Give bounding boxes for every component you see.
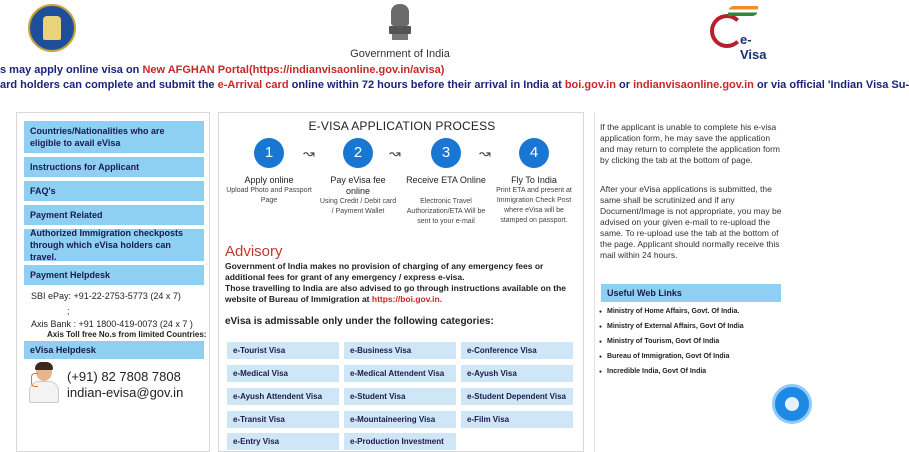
boi-website-link[interactable]: https://boi.gov.in. xyxy=(371,294,443,304)
save-application-info: If the applicant is unable to complete his e-visa application form, he may save the application and may return to complete the application form by clicking the tab at the bottom of page. xyxy=(600,122,781,165)
visa-category-e-ayush-attendent[interactable]: e-Ayush Attendent Visa xyxy=(227,388,339,405)
sbi-helpline: SBI ePay: +91-22-2753-5773 (24 x 7) xyxy=(31,291,181,301)
process-title: E-VISA APPLICATION PROCESS xyxy=(308,119,496,133)
advisory-text xyxy=(225,261,575,305)
advisory-line-1: Government of India makes no provision of charging of any emergency fees or additional fees for grant of any emergency / express e-visa. xyxy=(225,261,544,282)
step-4-desc: Print ETA and present at Immigration Check Post where eVisa will be stamped on passport. xyxy=(496,187,572,224)
ticker-text: ard holders can complete and submit the xyxy=(0,79,218,91)
weblink-boi[interactable]: ● Bureau of Immigration, Govt Of India xyxy=(607,353,730,360)
step-4-title: Fly To India xyxy=(511,175,557,185)
visa-category-e-ayush[interactable]: e-Ayush Visa xyxy=(461,365,573,382)
weblink-tourism[interactable]: ● Ministry of Tourism, Govt Of India xyxy=(607,338,719,345)
visa-category-e-mountaineering[interactable]: e-Mountaineering Visa xyxy=(344,411,456,428)
visa-category-e-medical[interactable]: e-Medical Visa xyxy=(227,365,339,382)
step-2-title: Pay eVisa fee online xyxy=(330,175,386,196)
advisory-line-2-text: Those travelling to India are also advised to go through instructions available on the website of Bureau of Immigration at xyxy=(225,283,567,304)
visa-category-e-conference[interactable]: e-Conference Visa xyxy=(461,342,573,359)
step-2-icon: 2 xyxy=(343,138,373,168)
step-3-title: Receive ETA Online xyxy=(406,175,486,185)
step-4-icon: 4 xyxy=(519,138,549,168)
chat-assistant-icon[interactable] xyxy=(772,384,812,424)
arrow-right-icon: ↝ xyxy=(479,145,491,161)
admissible-categories-heading: eVisa is admissable only under the following categories: xyxy=(225,316,494,327)
arrow-right-icon: ↝ xyxy=(303,145,315,161)
axis-toll-free-note[interactable]: Axis Toll free No.s from limited Countries: xyxy=(47,330,207,339)
step-1-title: Apply online xyxy=(244,175,294,185)
afghan-portal-link[interactable]: New AFGHAN Portal(https://indianvisaonline.gov.in/avisa) xyxy=(142,64,445,76)
news-ticker-line-1 xyxy=(0,64,800,78)
government-title: Government of India xyxy=(350,48,450,60)
visa-category-e-student[interactable]: e-Student Visa xyxy=(344,388,456,405)
weblink-mha[interactable]: ● Ministry of Home Affairs, Govt. Of India. xyxy=(607,308,739,315)
helpline-separator: ; xyxy=(67,306,70,316)
indian-visa-app-link[interactable]: Indian Visa Su- xyxy=(830,79,909,91)
sidebar-item-immigration-checkposts[interactable]: Authorized Immigration checkposts through which eVisa holders can travel. xyxy=(24,229,204,261)
step-3-icon: 3 xyxy=(431,138,461,168)
visa-category-e-medical-attendent[interactable]: e-Medical Attendent Visa xyxy=(344,365,456,382)
useful-web-links-header: Useful Web Links xyxy=(601,284,781,302)
sidebar-item-payment-helpdesk[interactable]: Payment Helpdesk xyxy=(24,265,204,285)
axis-helpline: Axis Bank : +91 1800-419-0073 (24 x 7 ) xyxy=(31,319,193,329)
step-1-desc: Upload Photo and Passport Page xyxy=(226,187,312,204)
re-upload-info: After your eVisa applications is submitted, the same shall be scrutinized and if any Document/Image is not appropriate, you may be advised on your given e-mail to re-upload the same. To re-upload use the tab at the bottom of the page. Applicant should normally receive this mail within 24 hours. xyxy=(600,184,782,260)
visa-category-e-business[interactable]: e-Business Visa xyxy=(344,342,456,359)
arrow-right-icon: ↝ xyxy=(389,145,401,161)
advisory-title: Advisory xyxy=(225,243,283,260)
sidebar-item-eligible-countries[interactable]: Countries/Nationalities who are eligible to avail eVisa xyxy=(24,121,204,153)
step-2-desc: Using Credit / Debit card / Payment Wallet xyxy=(319,198,397,215)
main-content xyxy=(218,112,584,452)
ticker-text: s may apply online visa on xyxy=(0,64,143,76)
national-emblem-icon xyxy=(388,2,412,42)
sidebar-item-evisa-helpdesk[interactable]: eVisa Helpdesk xyxy=(24,341,204,359)
e-arrival-card-link[interactable]: e-Arrival card xyxy=(217,79,289,91)
visa-category-e-tourist[interactable]: e-Tourist Visa xyxy=(227,342,339,359)
helpdesk-phone: (+91) 82 7808 7808 xyxy=(67,369,181,384)
helpdesk-email[interactable]: indian-evisa@gov.in xyxy=(67,385,184,400)
advisory-line-2 xyxy=(225,283,575,305)
ticker-text: or via official ' xyxy=(753,79,831,91)
ticker-text: online within 72 hours before their arrival in India at xyxy=(288,79,565,91)
step-1-icon: 1 xyxy=(254,138,284,168)
helpdesk-agent-icon xyxy=(27,363,61,403)
evisa-logo xyxy=(710,6,770,62)
news-ticker-line-2 xyxy=(0,79,909,93)
sidebar-item-payment-related[interactable]: Payment Related xyxy=(24,205,204,225)
ministry-seal-icon xyxy=(28,4,76,52)
indianvisaonline-link[interactable]: indianvisaonline.gov.in xyxy=(633,79,754,91)
visa-category-e-film[interactable]: e-Film Visa xyxy=(461,411,573,428)
sidebar-item-instructions[interactable]: Instructions for Applicant xyxy=(24,157,204,177)
left-sidebar xyxy=(16,112,210,452)
boi-link[interactable]: boi.gov.in xyxy=(564,79,616,91)
ticker-text: or xyxy=(615,79,634,91)
logo-text: e-Visa xyxy=(740,32,767,62)
visa-category-e-transit[interactable]: e-Transit Visa xyxy=(227,411,339,428)
visa-category-e-production-investment[interactable]: e-Production Investment xyxy=(344,433,456,450)
weblink-mea[interactable]: ● Ministry of External Affairs, Govt Of India xyxy=(607,323,744,330)
step-3-desc: Electronic Travel Authorization/ETA Will be sent to your e-mail xyxy=(406,198,486,225)
weblink-incredible-india[interactable]: ● Incredible India, Govt Of India xyxy=(607,368,706,375)
header xyxy=(0,0,800,62)
sidebar-item-faqs[interactable]: FAQ's xyxy=(24,181,204,201)
right-info-panel xyxy=(594,112,795,452)
visa-category-e-entry[interactable]: e-Entry Visa xyxy=(227,433,339,450)
visa-category-e-student-dependent[interactable]: e-Student Dependent Visa xyxy=(461,388,573,405)
